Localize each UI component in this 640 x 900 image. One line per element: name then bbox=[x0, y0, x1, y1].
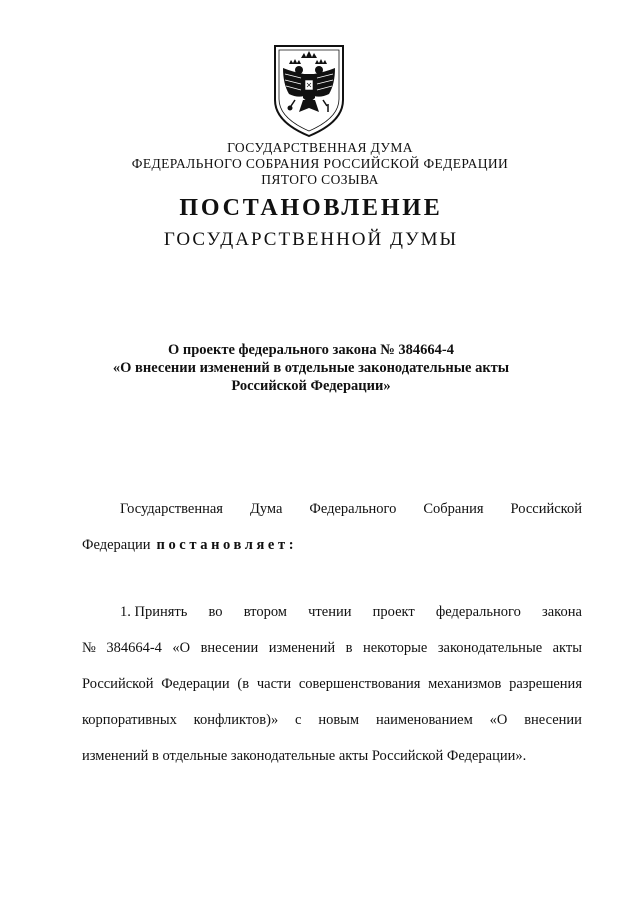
preamble-line1 bbox=[120, 500, 582, 518]
word: некоторые bbox=[362, 640, 428, 656]
org-name-line2: ФЕДЕРАЛЬНОГО СОБРАНИЯ РОССИЙСКОЙ ФЕДЕРАЦИИ bbox=[131, 156, 509, 171]
clause1-line5 bbox=[82, 747, 582, 765]
word: «О bbox=[489, 712, 508, 728]
word: Федерального bbox=[309, 501, 397, 517]
word: в bbox=[345, 640, 353, 656]
word: № bbox=[82, 640, 96, 656]
clause1-line3 bbox=[82, 675, 582, 693]
word: новым bbox=[318, 712, 360, 728]
word: втором bbox=[243, 604, 287, 620]
clause1-line2 bbox=[82, 639, 582, 657]
convocation-line: ПЯТОГО СОЗЫВА bbox=[261, 172, 379, 187]
word: корпоративных bbox=[82, 712, 177, 728]
subject-line1: О проекте федерального закона № 384664-4 bbox=[167, 342, 455, 358]
word: закона bbox=[542, 604, 582, 620]
subject-line3: Российской Федерации» bbox=[231, 378, 391, 394]
issuer-title: ГОСУДАРСТВЕННОЙ ДУМЫ bbox=[163, 229, 459, 250]
word: «О bbox=[172, 640, 191, 656]
document-type-title: ПОСТАНОВЛЕНИЕ bbox=[179, 195, 443, 221]
resolves-emphasis: постановляет: bbox=[156, 537, 298, 553]
word: акты bbox=[552, 640, 582, 656]
word: изменений bbox=[268, 640, 336, 656]
word: Российской bbox=[82, 676, 154, 692]
word: Собрания bbox=[423, 501, 484, 517]
word: Федерации bbox=[161, 676, 230, 692]
word: конфликтов)» bbox=[193, 712, 279, 728]
word: внесении bbox=[200, 640, 259, 656]
word: проект bbox=[372, 604, 415, 620]
coat-of-arms-emblem bbox=[271, 42, 347, 138]
word: 1. Принять bbox=[120, 604, 188, 620]
word: наименованием bbox=[375, 712, 473, 728]
word: Дума bbox=[249, 501, 283, 517]
org-name-line1: ГОСУДАРСТВЕННАЯ ДУМА bbox=[227, 140, 413, 155]
word: разрешения bbox=[509, 676, 582, 692]
clause1-line4 bbox=[82, 711, 582, 729]
subject-line2: «О внесении изменений в отдельные законодательные акты bbox=[112, 360, 510, 376]
word: Государственная bbox=[120, 501, 223, 517]
word: во bbox=[208, 604, 223, 620]
preamble-text: Федерации bbox=[82, 537, 151, 553]
word: федерального bbox=[435, 604, 521, 620]
clause1-line1 bbox=[120, 603, 582, 621]
word: с bbox=[295, 712, 302, 728]
word: внесении bbox=[524, 712, 582, 728]
word: (в bbox=[237, 676, 250, 692]
word: 384664-4 bbox=[106, 640, 162, 656]
word: Российской bbox=[510, 501, 582, 517]
word: совершенствования bbox=[298, 676, 421, 692]
word: законодательные bbox=[437, 640, 543, 656]
preamble-line2 bbox=[82, 536, 582, 554]
clause1-ending: изменений в отдельные законодательные акты Российской Федерации». bbox=[82, 748, 527, 764]
word: чтении bbox=[308, 604, 352, 620]
word: механизмов bbox=[428, 676, 502, 692]
word: части bbox=[256, 676, 292, 692]
